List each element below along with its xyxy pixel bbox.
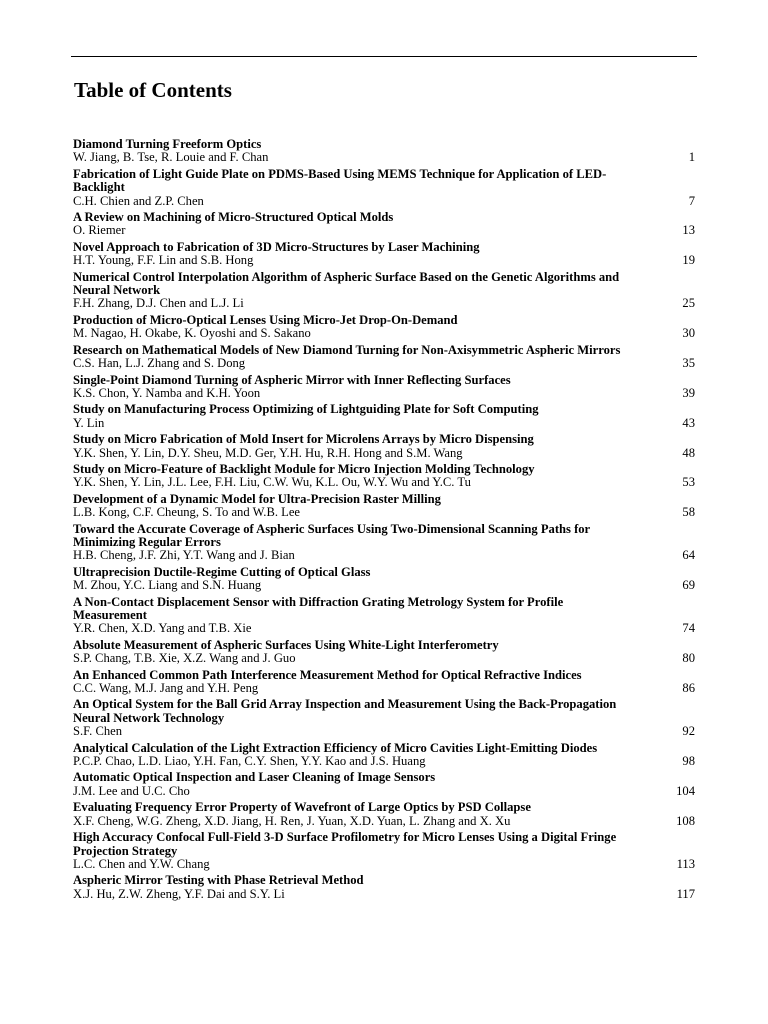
toc-entry-authors: L.B. Kong, C.F. Cheung, S. To and W.B. Lee	[73, 505, 301, 520]
toc-entry	[73, 374, 695, 401]
toc-entry-page-number: 25	[682, 296, 695, 311]
toc-entry-page-number: 58	[682, 505, 695, 520]
toc-entry-meta	[73, 755, 695, 768]
toc-entry-page-number: 30	[682, 326, 695, 341]
top-rule	[71, 56, 697, 57]
toc-entry-page-number: 80	[682, 651, 695, 666]
toc-entry-authors: S.P. Chang, T.B. Xie, X.Z. Wang and J. Guo	[73, 651, 296, 666]
toc-entry-title: Diamond Turning Freeform Optics	[73, 137, 262, 151]
toc-entry-page-number: 74	[682, 621, 695, 636]
toc-entry-page-number: 48	[682, 445, 695, 460]
toc-entry-page-number: 117	[676, 886, 695, 901]
toc-entry-authors: X.J. Hu, Z.W. Zheng, Y.F. Dai and S.Y. Li	[73, 886, 285, 901]
toc-entry	[73, 698, 695, 738]
toc-entry-title: Production of Micro-Optical Lenses Using Micro-Jet Drop-On-Demand	[73, 312, 458, 327]
toc-entry-meta	[73, 327, 695, 340]
toc-entry	[73, 639, 695, 666]
toc-entry-page-number: 108	[676, 813, 695, 828]
toc-entry-meta	[73, 858, 695, 871]
toc-entry-authors: C.H. Chien and Z.P. Chen	[73, 193, 204, 208]
toc-entry-title: An Optical System for the Ball Grid Array Inspection and Measurement Using the Back-Propagation Neural Network Technology	[73, 697, 617, 725]
toc-entry	[73, 669, 695, 696]
toc-entry-authors: H.T. Young, F.F. Lin and S.B. Hong	[73, 253, 254, 268]
toc-entry-title: Aspheric Mirror Testing with Phase Retrieval Method	[73, 873, 364, 888]
toc-entry-authors: M. Zhou, Y.C. Liang and S.N. Huang	[73, 578, 262, 593]
toc-entry-title: High Accuracy Confocal Full-Field 3-D Surface Profilometry for Micro Lenses Using a Digital Fringe Projection Strategy	[73, 830, 617, 858]
toc-entry-title: Evaluating Frequency Error Property of Wavefront of Large Optics by PSD Collapse	[73, 800, 531, 815]
toc-entry	[73, 168, 695, 208]
toc-entry-page-number: 113	[676, 856, 695, 871]
toc-entry-meta	[73, 652, 695, 665]
toc-entry	[73, 831, 695, 871]
toc-entry-meta	[73, 447, 695, 460]
toc-entry-title: Numerical Control Interpolation Algorithm of Aspheric Surface Based on the Genetic Algorithms and Neural Network	[73, 269, 620, 298]
toc-entry	[73, 241, 695, 268]
toc-entry-page-number: 98	[682, 754, 695, 769]
toc-entry-meta	[73, 888, 695, 901]
toc-entry-authors: Y. Lin	[73, 415, 105, 430]
toc-entry	[73, 771, 695, 798]
toc-entry-page-number: 43	[682, 415, 695, 430]
toc-entry-title: Development of a Dynamic Model for Ultra-Precision Raster Milling	[73, 491, 441, 506]
toc-entry-page-number: 64	[682, 548, 695, 563]
toc-entry	[73, 801, 695, 828]
toc-entry-title: A Non-Contact Displacement Sensor with Diffraction Grating Metrology System for Profile Measurement	[73, 594, 564, 622]
toc-entry-meta	[73, 506, 695, 519]
toc-entry	[73, 523, 695, 563]
toc-entry-meta	[73, 224, 695, 237]
toc-entry-meta	[73, 725, 695, 738]
toc-entry-authors: F.H. Zhang, D.J. Chen and L.J. Li	[73, 296, 244, 311]
toc-entry-authors: C.S. Han, L.J. Zhang and S. Dong	[73, 356, 246, 371]
toc-entry-authors: O. Riemer	[73, 223, 126, 238]
toc-entry-title: Research on Mathematical Models of New Diamond Turning for Non-Axisymmetric Aspheric Mirrors	[73, 342, 621, 357]
toc-entry-meta	[73, 815, 695, 828]
toc-entry-page-number: 69	[682, 578, 695, 593]
toc-entry-authors: S.F. Chen	[73, 724, 123, 739]
toc-entry-meta	[73, 682, 695, 695]
toc-entry	[73, 874, 695, 901]
toc-entry-authors: W. Jiang, B. Tse, R. Louie and F. Chan	[73, 150, 269, 165]
toc-entry-meta	[73, 297, 695, 310]
toc-entry	[73, 403, 695, 430]
toc-entry-meta	[73, 579, 695, 592]
toc-entry	[73, 138, 695, 165]
toc-entry-title: Automatic Optical Inspection and Laser Cleaning of Image Sensors	[73, 770, 436, 785]
toc-entry-authors: Y.K. Shen, Y. Lin, D.Y. Sheu, M.D. Ger, Y.H. Hu, R.H. Hong and S.M. Wang	[73, 445, 463, 460]
toc-entry-authors: M. Nagao, H. Okabe, K. Oyoshi and S. Sakano	[73, 326, 311, 341]
toc-entry-authors: K.S. Chon, Y. Namba and K.H. Yoon	[73, 385, 261, 400]
toc-entry-authors: C.C. Wang, M.J. Jang and Y.H. Peng	[73, 681, 259, 696]
toc-entry-title: Study on Micro-Feature of Backlight Module for Micro Injection Molding Technology	[73, 461, 535, 476]
toc-entry	[73, 271, 695, 311]
toc-entry	[73, 433, 695, 460]
toc-entry-meta	[73, 254, 695, 267]
toc-entry-page-number: 86	[682, 681, 695, 696]
toc-entry-title: Fabrication of Light Guide Plate on PDMS-Based Using MEMS Technique for Application of LED-Backlight	[73, 166, 607, 195]
toc-entry-meta	[73, 785, 695, 798]
toc-entry-meta	[73, 357, 695, 370]
toc-entry-meta	[73, 387, 695, 400]
toc-entry-meta	[73, 151, 695, 164]
toc-entry-page-number: 92	[682, 724, 695, 739]
toc-entry-title: Study on Micro Fabrication of Mold Insert for Microlens Arrays by Micro Dispensing	[73, 432, 534, 447]
toc-entry-title: Analytical Calculation of the Light Extraction Efficiency of Micro Cavities Light-Emitting Diodes	[73, 740, 598, 755]
toc-entry-title: Single-Point Diamond Turning of Aspheric Mirror with Inner Reflecting Surfaces	[73, 372, 511, 387]
toc-entry	[73, 566, 695, 593]
toc-entry-title: A Review on Machining of Micro-Structured Optical Molds	[73, 210, 394, 225]
page-title: Table of Contents	[74, 78, 232, 102]
toc-entry	[73, 596, 695, 636]
toc-entry-authors: Y.R. Chen, X.D. Yang and T.B. Xie	[73, 621, 252, 636]
toc-entry	[73, 314, 695, 341]
toc-entry-title: Toward the Accurate Coverage of Aspheric Surfaces Using Two-Dimensional Scanning Paths for Minimizing Regular Errors	[73, 521, 590, 549]
toc-entry-meta	[73, 549, 695, 562]
toc-entry-authors: Y.K. Shen, Y. Lin, J.L. Lee, F.H. Liu, C.W. Wu, K.L. Ou, W.Y. Wu and Y.C. Tu	[73, 475, 471, 490]
toc-entry-authors: X.F. Cheng, W.G. Zheng, X.D. Jiang, H. Ren, J. Yuan, X.D. Yuan, L. Zhang and X. Xu	[73, 813, 511, 828]
toc-entry-page-number: 104	[676, 783, 695, 798]
toc-entry-authors: P.C.P. Chao, L.D. Liao, Y.H. Fan, C.Y. Shen, Y.Y. Kao and J.S. Huang	[73, 754, 426, 769]
toc-entry-page-number: 7	[688, 193, 695, 208]
toc-entry-meta	[73, 195, 695, 208]
toc-entry-title: Novel Approach to Fabrication of 3D Micro-Structures by Laser Machining	[73, 239, 480, 254]
toc-entry	[73, 211, 695, 238]
toc-entry-page-number: 53	[682, 475, 695, 490]
toc-entry-page-number: 39	[682, 385, 695, 400]
toc-entry-title: Study on Manufacturing Process Optimizing of Lightguiding Plate for Soft Computing	[73, 402, 539, 417]
toc-entry-meta	[73, 622, 695, 635]
toc-entry	[73, 463, 695, 490]
toc-entry-title: Ultraprecision Ductile-Regime Cutting of Optical Glass	[73, 564, 371, 579]
toc-entry	[73, 344, 695, 371]
toc-entry-authors: L.C. Chen and Y.W. Chang	[73, 856, 210, 871]
toc-entry-meta	[73, 417, 695, 430]
toc-entry-authors: H.B. Cheng, J.F. Zhi, Y.T. Wang and J. Bian	[73, 548, 295, 563]
toc-list	[73, 138, 695, 904]
toc-entry-meta	[73, 476, 695, 489]
toc-entry-page-number: 13	[682, 223, 695, 238]
toc-entry-page-number: 35	[682, 356, 695, 371]
toc-entry-page-number: 19	[682, 253, 695, 268]
toc-entry-authors: J.M. Lee and U.C. Cho	[73, 783, 190, 798]
toc-entry	[73, 493, 695, 520]
toc-entry-page-number: 1	[688, 150, 695, 165]
toc-entry	[73, 742, 695, 769]
toc-entry-title: An Enhanced Common Path Interference Measurement Method for Optical Refractive Indices	[73, 667, 582, 682]
toc-entry-title: Absolute Measurement of Aspheric Surfaces Using White-Light Interferometry	[73, 637, 499, 652]
